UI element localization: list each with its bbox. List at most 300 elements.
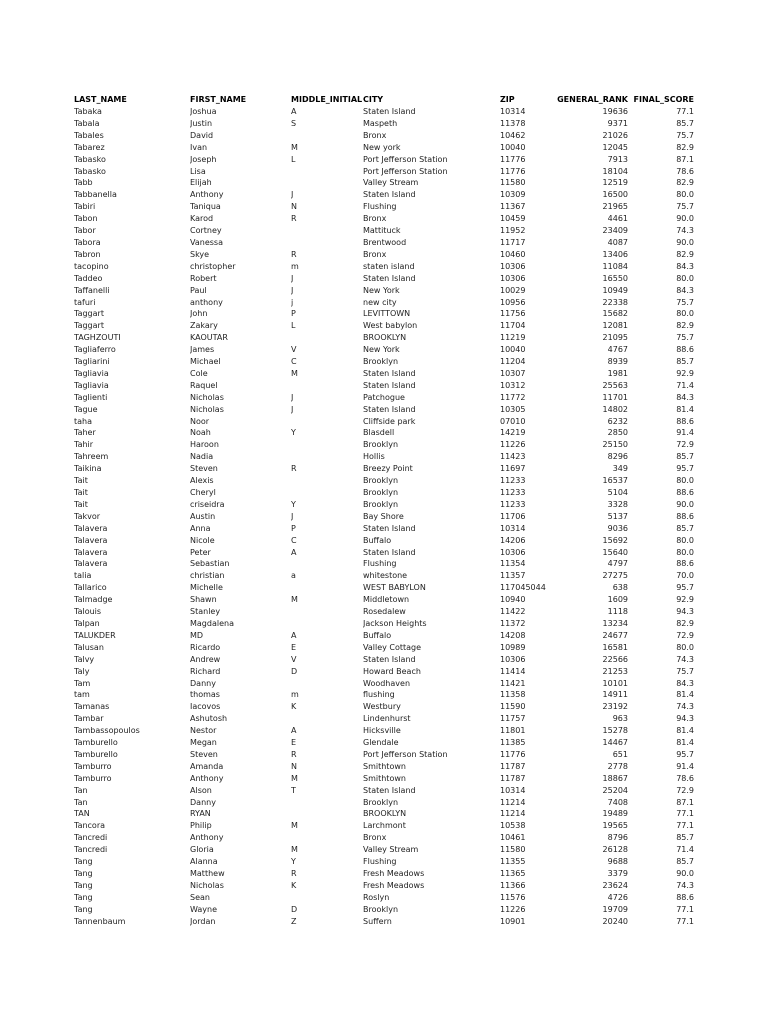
cell-final-score: 85.7 — [676, 357, 694, 367]
cell-general-rank: 349 — [612, 464, 628, 474]
cell-middle-initial: V — [291, 345, 297, 355]
cell-last-name: Tan — [74, 797, 88, 807]
cell-zip: 11801 — [500, 726, 526, 736]
cell-general-rank: 7913 — [607, 154, 628, 164]
cell-final-score: 84.3 — [676, 261, 694, 271]
table-row — [74, 427, 694, 439]
cell-zip: 11365 — [500, 869, 526, 878]
cell-middle-initial — [291, 130, 363, 142]
table-row — [74, 808, 694, 820]
cell-last-name: Tabon — [74, 214, 98, 224]
cell-zip: 11776 — [500, 749, 526, 759]
cell-last-name: Tait — [74, 488, 88, 497]
cell-first-name: Nadia — [190, 452, 214, 462]
cell-general-rank: 1118 — [607, 607, 628, 617]
cell-final-score: 90.0 — [676, 499, 694, 509]
cell-last-name: Taggart — [74, 321, 104, 331]
table-row — [74, 273, 694, 285]
header-final-score: FINAL_SCORE — [633, 95, 694, 104]
cell-middle-initial: A — [291, 107, 297, 116]
cell-last-name: TAGHZOUTI — [74, 333, 121, 343]
table-row — [74, 666, 694, 678]
cell-general-rank: 21095 — [602, 333, 628, 343]
cell-general-rank: 9688 — [607, 857, 628, 867]
cell-first-name: Lisa — [190, 166, 206, 176]
cell-last-name: Tabor — [74, 226, 96, 236]
cell-city: Staten Island — [363, 547, 416, 557]
cell-city: Mattituck — [363, 226, 401, 236]
cell-first-name: christian — [190, 571, 225, 581]
cell-general-rank: 14467 — [602, 738, 628, 748]
table-row — [74, 392, 694, 404]
cell-city: Glendale — [363, 738, 399, 748]
cell-zip: 11772 — [500, 392, 526, 402]
cell-general-rank: 14911 — [602, 690, 628, 700]
table-row — [74, 297, 694, 309]
cell-middle-initial: K — [291, 702, 297, 712]
table-row — [74, 177, 694, 189]
cell-city: Smithtown — [363, 761, 406, 771]
cell-first-name: Ivan — [190, 142, 208, 152]
cell-first-name: Andrew — [190, 654, 221, 664]
cell-middle-initial: R — [291, 249, 297, 259]
cell-middle-initial: a — [291, 571, 296, 581]
cell-zip: 10306 — [500, 273, 526, 283]
cell-last-name: TALUKDER — [74, 630, 116, 640]
cell-city: BROOKLYN — [363, 333, 407, 343]
table-row — [74, 570, 694, 582]
cell-zip: 11233 — [500, 476, 526, 486]
cell-final-score: 88.6 — [676, 345, 694, 355]
cell-zip: 10460 — [500, 249, 526, 259]
cell-first-name: criseidra — [190, 499, 225, 509]
cell-final-score: 80.0 — [676, 535, 694, 545]
cell-middle-initial: Y — [291, 428, 296, 438]
table-row — [74, 368, 694, 380]
cell-zip: 11414 — [500, 666, 526, 676]
cell-first-name: Michael — [190, 357, 221, 367]
cell-middle-initial: V — [291, 654, 297, 664]
header-city: CITY — [363, 95, 384, 104]
cell-city: Suffern — [363, 916, 392, 926]
cell-final-score: 88.6 — [676, 488, 694, 497]
cell-last-name: TAN — [74, 809, 90, 819]
cell-final-score: 84.3 — [676, 285, 694, 295]
cell-last-name: Tallarico — [74, 583, 107, 593]
cell-general-rank: 18867 — [602, 773, 628, 783]
cell-zip: 11706 — [500, 511, 526, 521]
cell-final-score: 95.7 — [676, 583, 694, 593]
cell-general-rank: 2850 — [607, 428, 628, 438]
cell-last-name: Taggart — [74, 309, 104, 319]
cell-city: Buffalo — [363, 630, 392, 640]
cell-general-rank: 21253 — [602, 666, 628, 676]
cell-middle-initial — [291, 225, 363, 237]
cell-zip: 10305 — [500, 404, 526, 414]
cell-middle-initial — [291, 451, 363, 463]
cell-final-score: 81.4 — [676, 738, 694, 748]
cell-zip: 11204 — [500, 357, 526, 367]
cell-last-name: Tagliavia — [74, 380, 109, 390]
cell-general-rank: 22566 — [602, 654, 628, 664]
cell-first-name: Danny — [190, 797, 216, 807]
table-row — [74, 547, 694, 559]
cell-general-rank: 16500 — [602, 190, 628, 200]
table-row — [74, 618, 694, 630]
cell-city: New York — [363, 285, 400, 295]
cell-first-name: MD — [190, 630, 204, 640]
table-row — [74, 499, 694, 511]
cell-zip: 11233 — [500, 488, 526, 497]
table-row — [74, 594, 694, 606]
cell-final-score: 81.4 — [676, 404, 694, 414]
table-row — [74, 154, 694, 166]
cell-final-score: 85.7 — [676, 118, 694, 128]
cell-middle-initial: M — [291, 595, 298, 605]
cell-middle-initial — [291, 416, 363, 428]
cell-final-score: 77.1 — [676, 821, 694, 831]
cell-zip: 11576 — [500, 892, 526, 902]
cell-general-rank: 23192 — [602, 702, 628, 712]
cell-zip: 10312 — [500, 380, 526, 390]
cell-first-name: Stanley — [190, 607, 221, 617]
cell-city: Bronx — [363, 130, 387, 140]
cell-middle-initial: M — [291, 845, 298, 855]
cell-general-rank: 20240 — [602, 916, 628, 926]
cell-final-score: 74.3 — [676, 226, 694, 236]
cell-zip: 11233 — [500, 499, 526, 509]
cell-general-rank: 25563 — [602, 380, 628, 390]
cell-zip: 11421 — [500, 678, 526, 688]
cell-middle-initial: D — [291, 904, 298, 914]
cell-city: Brooklyn — [363, 357, 399, 367]
cell-middle-initial: j — [291, 297, 294, 307]
table-row — [74, 201, 694, 213]
cell-last-name: Tabaka — [74, 107, 102, 116]
cell-middle-initial — [291, 439, 363, 451]
cell-last-name: Tancredi — [74, 845, 108, 855]
cell-city: Flushing — [363, 559, 397, 569]
cell-last-name: Tabbanella — [74, 190, 117, 200]
cell-last-name: Talavera — [74, 547, 108, 557]
cell-final-score: 82.9 — [676, 142, 694, 152]
cell-middle-initial: P — [291, 309, 296, 319]
cell-first-name: KAOUTAR — [190, 333, 228, 343]
table-row — [74, 678, 694, 690]
cell-city: Bronx — [363, 833, 387, 843]
table-row — [74, 463, 694, 475]
cell-last-name: Tambassopoulos — [74, 726, 140, 736]
cell-zip: 11697 — [500, 464, 526, 474]
cell-first-name: Anthony — [190, 190, 224, 200]
cell-first-name: Nicole — [190, 535, 215, 545]
cell-city: Staten Island — [363, 785, 416, 795]
roster-sheet — [74, 94, 694, 928]
cell-middle-initial: J — [291, 511, 294, 521]
cell-zip: 14208 — [500, 630, 526, 640]
cell-middle-initial: J — [291, 404, 294, 414]
cell-zip: 117045044 — [500, 583, 546, 593]
cell-last-name: Taikina — [74, 464, 102, 474]
cell-final-score: 82.9 — [676, 249, 694, 259]
table-row — [74, 320, 694, 332]
cell-final-score: 92.9 — [676, 595, 694, 605]
cell-middle-initial: m — [291, 261, 299, 271]
cell-last-name: Taly — [74, 666, 90, 676]
cell-zip: 11385 — [500, 738, 526, 748]
cell-last-name: tafuri — [74, 297, 96, 307]
cell-general-rank: 4797 — [607, 559, 628, 569]
cell-general-rank: 11701 — [602, 392, 628, 402]
cell-general-rank: 10949 — [602, 285, 628, 295]
cell-general-rank: 12081 — [602, 321, 628, 331]
table-row — [74, 654, 694, 666]
cell-last-name: Tannenbaum — [74, 916, 126, 926]
cell-general-rank: 651 — [612, 749, 628, 759]
cell-city: Port Jefferson Station — [363, 154, 448, 164]
cell-city: Westbury — [363, 702, 401, 712]
table-row — [74, 142, 694, 154]
cell-last-name: Taffanelli — [74, 285, 110, 295]
table-row — [74, 356, 694, 368]
cell-last-name: Tabiri — [74, 202, 96, 212]
table-row — [74, 130, 694, 142]
cell-general-rank: 16581 — [602, 642, 628, 652]
cell-city: Patchogue — [363, 392, 405, 402]
cell-zip: 11423 — [500, 452, 526, 462]
cell-general-rank: 13234 — [602, 618, 628, 628]
cell-middle-initial: A — [291, 547, 297, 557]
cell-first-name: Raquel — [190, 380, 218, 390]
cell-general-rank: 15692 — [602, 535, 628, 545]
cell-last-name: Tahreem — [74, 452, 109, 462]
cell-final-score: 71.4 — [676, 845, 694, 855]
results-table — [74, 94, 694, 928]
cell-city: Brentwood — [363, 237, 407, 247]
cell-last-name: Tagliaferro — [74, 345, 116, 355]
cell-final-score: 82.9 — [676, 618, 694, 628]
cell-middle-initial: E — [291, 738, 297, 748]
cell-general-rank: 21026 — [602, 130, 628, 140]
cell-final-score: 94.3 — [676, 714, 694, 724]
cell-general-rank: 27275 — [602, 571, 628, 581]
cell-general-rank: 23624 — [602, 880, 628, 890]
cell-general-rank: 3328 — [607, 499, 628, 509]
cell-last-name: Tagliarini — [74, 357, 110, 367]
cell-middle-initial: m — [291, 690, 299, 700]
cell-zip: 14206 — [500, 535, 526, 545]
cell-final-score: 87.1 — [676, 797, 694, 807]
cell-final-score: 72.9 — [676, 630, 694, 640]
cell-last-name: Talmadge — [74, 595, 113, 605]
cell-middle-initial: D — [291, 666, 298, 676]
cell-first-name: Joshua — [190, 107, 217, 116]
table-row — [74, 844, 694, 856]
cell-last-name: tam — [74, 690, 90, 700]
cell-zip: 11952 — [500, 226, 526, 236]
cell-final-score: 77.1 — [676, 107, 694, 116]
cell-zip: 11776 — [500, 154, 526, 164]
cell-middle-initial — [291, 166, 363, 178]
cell-zip: 10459 — [500, 214, 526, 224]
cell-first-name: Karod — [190, 214, 214, 224]
cell-first-name: Paul — [190, 285, 207, 295]
cell-middle-initial — [291, 237, 363, 249]
cell-general-rank: 25204 — [602, 785, 628, 795]
cell-city: Fresh Meadows — [363, 880, 425, 890]
cell-middle-initial: E — [291, 642, 297, 652]
cell-first-name: Noor — [190, 416, 210, 426]
table-row — [74, 880, 694, 892]
cell-final-score: 91.4 — [676, 428, 694, 438]
table-row — [74, 904, 694, 916]
cell-last-name: Tabarez — [74, 142, 105, 152]
cell-zip: 11214 — [500, 797, 526, 807]
cell-first-name: RYAN — [190, 809, 211, 819]
cell-first-name: Nicholas — [190, 880, 224, 890]
cell-first-name: christopher — [190, 261, 236, 271]
cell-first-name: John — [190, 309, 208, 319]
cell-first-name: Shawn — [190, 595, 217, 605]
cell-city: LEVITTOWN — [363, 309, 411, 319]
cell-city: whitestone — [363, 571, 408, 581]
cell-last-name: Tang — [74, 869, 93, 878]
cell-middle-initial: M — [291, 773, 298, 783]
cell-general-rank: 19489 — [602, 809, 628, 819]
table-row — [74, 725, 694, 737]
cell-last-name: Talavera — [74, 559, 108, 569]
cell-middle-initial — [291, 808, 363, 820]
table-row — [74, 416, 694, 428]
cell-first-name: Zakary — [190, 321, 218, 331]
cell-final-score: 80.0 — [676, 309, 694, 319]
cell-middle-initial: N — [291, 761, 297, 771]
cell-zip: 07010 — [500, 416, 526, 426]
header-row — [74, 94, 694, 106]
table-row — [74, 225, 694, 237]
cell-final-score: 82.9 — [676, 178, 694, 188]
cell-general-rank: 6232 — [607, 416, 628, 426]
table-row — [74, 285, 694, 297]
cell-city: Buffalo — [363, 535, 392, 545]
cell-last-name: Talavera — [74, 523, 108, 533]
cell-first-name: Steven — [190, 464, 218, 474]
cell-city: Flushing — [363, 857, 397, 867]
cell-zip: 11226 — [500, 440, 526, 450]
cell-final-score: 77.1 — [676, 809, 694, 819]
table-row — [74, 737, 694, 749]
table-row — [74, 797, 694, 809]
cell-first-name: anthony — [190, 297, 223, 307]
cell-last-name: Tamburello — [74, 749, 118, 759]
cell-city: staten island — [363, 261, 415, 271]
cell-first-name: Robert — [190, 273, 217, 283]
cell-city: Bronx — [363, 249, 387, 259]
cell-final-score: 84.3 — [676, 678, 694, 688]
cell-final-score: 80.0 — [676, 476, 694, 486]
cell-first-name: Peter — [190, 547, 211, 557]
cell-middle-initial: C — [291, 357, 297, 367]
table-row — [74, 773, 694, 785]
cell-general-rank: 25150 — [602, 440, 628, 450]
cell-final-score: 80.0 — [676, 642, 694, 652]
cell-city: Bronx — [363, 214, 387, 224]
cell-city: Larchmont — [363, 821, 406, 831]
cell-middle-initial: K — [291, 880, 297, 890]
cell-general-rank: 7408 — [607, 797, 628, 807]
cell-last-name: talia — [74, 571, 92, 581]
cell-final-score: 70.0 — [676, 571, 694, 581]
cell-middle-initial: Z — [291, 916, 297, 926]
cell-middle-initial — [291, 713, 363, 725]
cell-final-score: 74.3 — [676, 880, 694, 890]
cell-middle-initial: N — [291, 202, 297, 212]
cell-general-rank: 4726 — [607, 892, 628, 902]
cell-zip: 11704 — [500, 321, 526, 331]
cell-city: Staten Island — [363, 404, 416, 414]
cell-general-rank: 1609 — [607, 595, 628, 605]
cell-middle-initial — [291, 832, 363, 844]
cell-final-score: 74.3 — [676, 654, 694, 664]
cell-general-rank: 4087 — [607, 237, 628, 247]
cell-zip: 10461 — [500, 833, 526, 843]
cell-last-name: Tang — [74, 857, 93, 867]
cell-middle-initial — [291, 678, 363, 690]
cell-first-name: Skye — [190, 249, 210, 259]
cell-zip: 11366 — [500, 880, 526, 890]
cell-last-name: Tamburello — [74, 738, 118, 748]
cell-zip: 11214 — [500, 809, 526, 819]
cell-middle-initial: M — [291, 821, 298, 831]
cell-general-rank: 21965 — [602, 202, 628, 212]
table-row — [74, 761, 694, 773]
cell-general-rank: 9036 — [607, 523, 628, 533]
cell-final-score: 72.9 — [676, 785, 694, 795]
cell-final-score: 92.9 — [676, 368, 694, 378]
cell-zip: 11372 — [500, 618, 526, 628]
cell-zip: 10040 — [500, 345, 526, 355]
cell-final-score: 82.9 — [676, 321, 694, 331]
cell-general-rank: 1981 — [607, 368, 628, 378]
cell-zip: 10314 — [500, 523, 526, 533]
cell-final-score: 77.1 — [676, 916, 694, 926]
cell-city: Cliffside park — [363, 416, 416, 426]
cell-city: Port Jefferson Station — [363, 749, 448, 759]
cell-city: Roslyn — [363, 892, 390, 902]
cell-zip: 11357 — [500, 571, 526, 581]
cell-final-score: 75.7 — [676, 666, 694, 676]
cell-city: Brooklyn — [363, 904, 399, 914]
cell-last-name: Tabasko — [74, 166, 106, 176]
cell-general-rank: 19709 — [602, 904, 628, 914]
table-row — [74, 118, 694, 130]
cell-general-rank: 15278 — [602, 726, 628, 736]
cell-city: Lindenhurst — [363, 714, 411, 724]
cell-general-rank: 15682 — [602, 309, 628, 319]
cell-general-rank: 23409 — [602, 226, 628, 236]
table-row — [74, 916, 694, 928]
table-row — [74, 523, 694, 535]
cell-first-name: David — [190, 130, 214, 140]
cell-middle-initial: T — [291, 785, 296, 795]
cell-city: Fresh Meadows — [363, 869, 425, 878]
cell-last-name: Tang — [74, 880, 93, 890]
cell-first-name: Jordan — [190, 916, 216, 926]
cell-city: Hollis — [363, 452, 385, 462]
cell-middle-initial: J — [291, 190, 294, 200]
cell-city: Valley Stream — [363, 178, 419, 188]
cell-final-score: 85.7 — [676, 857, 694, 867]
